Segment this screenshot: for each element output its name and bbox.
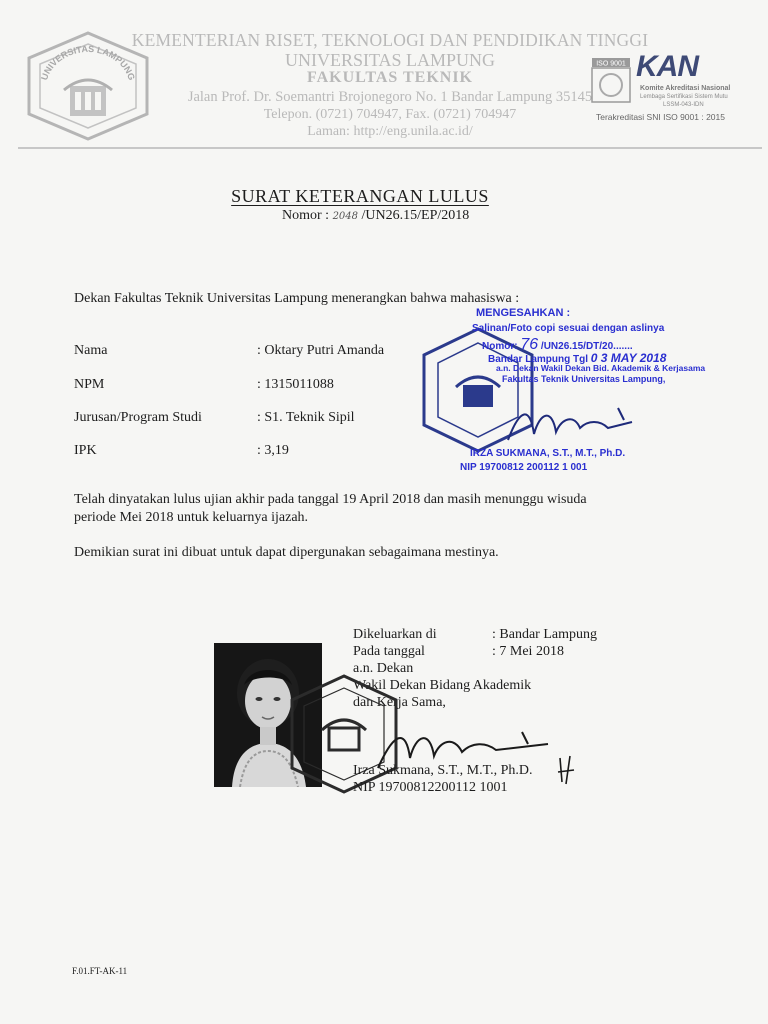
phone: Telepon. (0721) 704947, Fax. (0721) 704947 <box>263 107 517 122</box>
field-value-ipk: : 3,19 <box>257 443 289 458</box>
kan-line3: LSSM-043-IDN <box>663 102 704 108</box>
field-label-npm: NPM <box>74 377 105 392</box>
header-divider <box>18 147 762 149</box>
field-label-jurusan: Jurusan/Program Studi <box>74 410 202 425</box>
legalization-role: a.n. Dekan Wakil Dekan Bid. Akademik & Kerjasama <box>496 363 706 373</box>
field-value-jurusan: : S1. Teknik Sipil <box>257 410 355 425</box>
field-value-npm: : 1315011088 <box>257 377 334 392</box>
kan-logo: KAN <box>636 50 698 83</box>
legalization-line1: Salinan/Foto copi sesuai dengan aslinya <box>472 323 665 334</box>
address: Jalan Prof. Dr. Soemantri Brojonegoro No. 1 Bandar Lampung 35145 <box>187 89 593 105</box>
field-value-nama: : Oktary Putri Amanda <box>257 343 385 358</box>
body-paragraph-1-line1: Telah dinyatakan lulus ujian akhir pada tanggal 19 April 2018 dan masih menunggu wisuda <box>74 492 587 507</box>
iso-text: ISO 9001 <box>596 60 626 68</box>
legalization-title: MENGESAHKAN : <box>476 307 571 319</box>
legalization-signer-name: IRZA SUKMANA, S.T., M.T., Ph.D. <box>470 448 626 459</box>
signer-role-line1: Wakil Dekan Bidang Akademik <box>353 678 532 693</box>
website: Laman: http://eng.unila.ac.id/ <box>307 124 473 139</box>
issued-value: : Bandar Lampung <box>492 627 597 642</box>
legalization-number: Nomor: 76 /UN26.15/DT/20....... <box>482 336 633 353</box>
legalization-faculty: Fakultas Teknik Universitas Lampung, <box>502 374 666 384</box>
signer-nip: NIP 19700812200112 1001 <box>353 780 508 795</box>
legalization-signature-icon <box>500 398 640 448</box>
iso-badge-icon <box>590 56 632 106</box>
body-paragraph-2: Demikian surat ini dibuat untuk dapat dipergunakan sebagaimana mestinya. <box>74 545 499 560</box>
initial-mark-icon <box>556 754 578 788</box>
date-value: : 7 Mei 2018 <box>492 644 564 659</box>
field-label-nama: Nama <box>74 343 108 358</box>
faculty-name: FAKULTAS TEKNIK <box>306 69 473 86</box>
logo-text: UNIVERSITAS LAMPUNG <box>39 43 137 82</box>
university-name: UNIVERSITAS LAMPUNG <box>284 50 496 70</box>
kan-line1: Komite Akreditasi Nasional <box>640 85 731 92</box>
legalization-nip: NIP 19700812 200112 1 001 <box>460 462 588 473</box>
legalization-date: Bandar Lampung Tgl 0 3 MAY 2018 <box>488 351 667 365</box>
accreditation-note: Terakreditasi SNI ISO 9001 : 2015 <box>596 112 725 122</box>
form-code: F.01.FT-AK-11 <box>72 966 128 976</box>
signer-name: Irza Sukmana, S.T., M.T., Ph.D. <box>353 763 533 778</box>
letter-title: SURAT KETERANGAN LULUS <box>231 186 489 206</box>
body-paragraph-1-line2: periode Mei 2018 untuk keluarnya ijazah. <box>74 510 309 525</box>
date-label: Pada tanggal <box>353 644 425 659</box>
letter-number-handwritten: 2048 <box>332 211 359 222</box>
kan-line2: Lembaga Sertifikasi Sistem Mutu <box>640 94 728 100</box>
letter-number: Nomor : 2048 /UN26.15/EP/2018 <box>282 208 470 223</box>
issued-label: Dikeluarkan di <box>353 627 437 642</box>
field-label-ipk: IPK <box>74 443 97 458</box>
signer-role-line2: dan Kerja Sama, <box>353 695 446 710</box>
on-behalf: a.n. Dekan <box>353 661 414 676</box>
intro-text: Dekan Fakultas Teknik Universitas Lampung menerangkan bahwa mahasiswa : <box>74 291 520 306</box>
ministry-name: KEMENTERIAN RISET, TEKNOLOGI DAN PENDIDIKAN TINGGI <box>131 30 649 50</box>
